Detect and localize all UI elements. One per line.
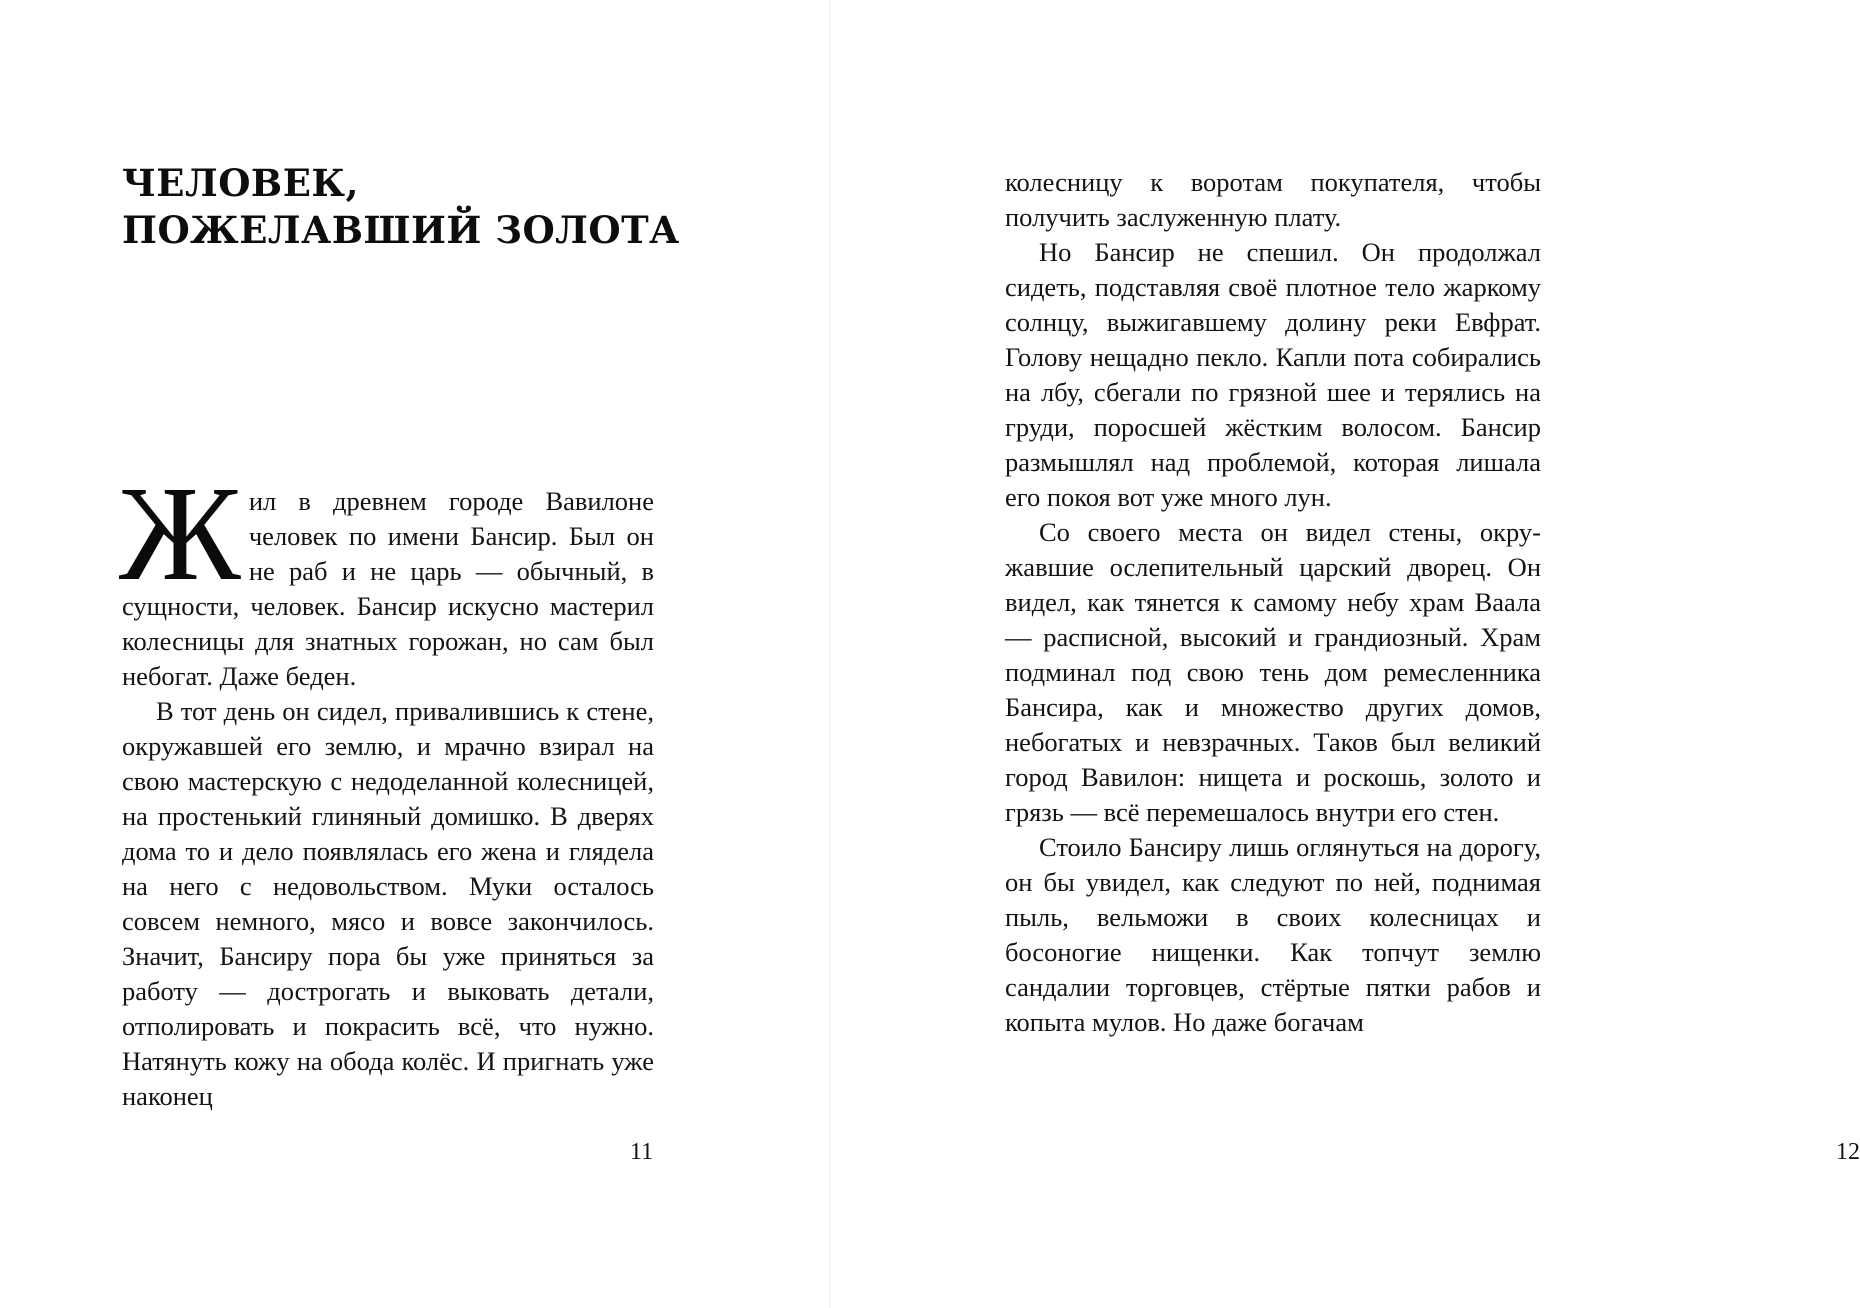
chapter-title-line-1: ЧЕЛОВЕК, (122, 161, 359, 205)
drop-cap: Ж (119, 459, 241, 609)
left-page (0, 0, 829, 1308)
right-paragraph-2: Но Бансир не спешил. Он продолжал сидеть, подставляя своё плотное тело жаркому солнцу, выжигавшему долину реки Евфрат. Голову нещадно пекло. Капли пота собирались на лбу, сбегали по грязной шее и терялись на груди, поросшей жёстким волосом. Бансир размышлял над проблемой, которая лишала его покоя вот уже много лун. (1005, 237, 1541, 512)
page-number-right: 12 (1836, 1139, 1860, 1165)
opening-paragraph (119, 459, 654, 694)
right-paragraph-1: колесницу к воротам покупателя, чтобы получить заслуженную плату. (1005, 167, 1541, 232)
left-page-body (119, 459, 654, 1114)
chapter-title (122, 160, 680, 254)
right-page-body (1005, 165, 1541, 1040)
right-paragraph-4: Стоило Бансиру лишь оглянуться на дорогу, он бы увидел, как следуют по ней, поднимая пыль, вельможи в своих колесницах и босоногие нищенки. Как топчут землю сандалии торговцев, стёртые пятки рабов и копыта мулов. Но даже богачам (1005, 832, 1541, 1037)
left-paragraph-2: В тот день он сидел, привалившись к стене, окружавшей его землю, и мрачно взирал на свою мастерскую с недоделанной колесницей, на простенький глиняный домишко. В дверях дома то и дело появлялась его жена и глядела на него с недовольством. Муки осталось совсем немного, мясо и вовсе закончилось. Значит, Бансиру пора бы уже приняться за работу — дострогать и выковать детали, отполировать и покрасить всё, что нужно. Натянуть кожу на обода колёс. И пригнать уже наконец (122, 696, 654, 1111)
opening-paragraph-text: ил в древнем городе Вавилоне человек по имени Бансир. Был он не раб и не царь — обычный, в сущности, человек. Бансир искусно мастерил колесницы для знатных горожан, но сам был небогат. Даже беден. (122, 486, 654, 691)
page-number-left: 11 (630, 1139, 654, 1165)
right-paragraph-3: Со своего места он видел стены, окружавшие ослепительный царский дворец. Он видел, как тянется к самому небу храм Ваала — расписной, высокий и грандиозный. Храм подминал под свою тень дом ремесленника Бансира, как и множество других домов, небогатых и невзрачных. Таков был великий город Вавилон: нищета и роскошь, золото и грязь — всё перемешалось внутри его стен. (1005, 517, 1541, 827)
chapter-title-line-2: ПОЖЕЛАВШИЙ ЗОЛОТА (122, 208, 680, 252)
